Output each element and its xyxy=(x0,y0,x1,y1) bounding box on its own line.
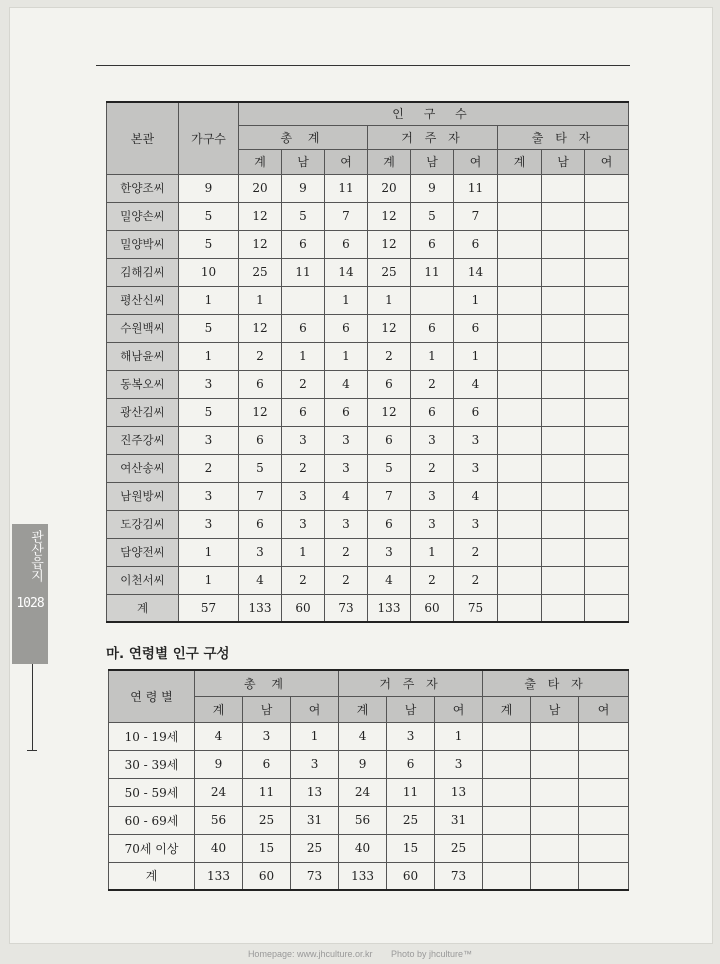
header-resident: 거 주 자 xyxy=(368,125,498,149)
empty-cell xyxy=(498,370,542,398)
total-male-cell: 2 xyxy=(282,454,325,482)
empty-cell xyxy=(498,454,542,482)
side-rule-tick xyxy=(27,750,37,751)
table-row xyxy=(107,594,629,622)
empty-cell xyxy=(498,594,542,622)
total-sum-cell: 40 xyxy=(195,834,243,862)
total-male-cell: 3 xyxy=(243,722,291,750)
total-sum-cell: 12 xyxy=(239,314,282,342)
resident-male-cell: 15 xyxy=(387,834,435,862)
resident-sum-cell: 24 xyxy=(339,778,387,806)
table-row xyxy=(107,538,629,566)
table-row xyxy=(107,398,629,426)
table-row xyxy=(109,778,629,806)
row-label: 60 - 69세 xyxy=(109,806,195,834)
resident-sum-cell: 133 xyxy=(339,862,387,890)
row-label: 밀양박씨 xyxy=(107,230,179,258)
total-male-cell: 6 xyxy=(282,314,325,342)
total-female-cell: 73 xyxy=(291,862,339,890)
resident-sum-cell: 12 xyxy=(368,230,411,258)
header-female: 여 xyxy=(325,149,368,174)
resident-female-cell: 4 xyxy=(454,482,498,510)
resident-sum-cell: 3 xyxy=(368,538,411,566)
total-sum-cell: 4 xyxy=(195,722,243,750)
table-row xyxy=(107,510,629,538)
header-origin: 본관 xyxy=(107,102,179,174)
header-male: 남 xyxy=(387,696,435,722)
row-label: 이천서씨 xyxy=(107,566,179,594)
empty-cell xyxy=(498,566,542,594)
row-label: 남원방씨 xyxy=(107,482,179,510)
total-male-cell: 3 xyxy=(282,426,325,454)
table-row xyxy=(107,370,629,398)
header-sum: 계 xyxy=(339,696,387,722)
header-male: 남 xyxy=(243,696,291,722)
empty-cell xyxy=(542,454,585,482)
table-row xyxy=(107,286,629,314)
row-label: 동복오씨 xyxy=(107,370,179,398)
total-male-cell: 5 xyxy=(282,202,325,230)
resident-sum-cell: 6 xyxy=(368,510,411,538)
total-female-cell: 2 xyxy=(325,538,368,566)
header-sum: 계 xyxy=(195,696,243,722)
total-male-cell: 6 xyxy=(282,398,325,426)
empty-cell xyxy=(585,258,629,286)
total-sum-cell: 12 xyxy=(239,398,282,426)
resident-male-cell: 3 xyxy=(387,722,435,750)
total-female-cell: 14 xyxy=(325,258,368,286)
total-sum-cell: 133 xyxy=(195,862,243,890)
header-female: 여 xyxy=(291,696,339,722)
header-female: 여 xyxy=(579,696,629,722)
total-sum-cell: 20 xyxy=(239,174,282,202)
total-female-cell: 3 xyxy=(291,750,339,778)
empty-cell xyxy=(585,398,629,426)
resident-sum-cell: 9 xyxy=(339,750,387,778)
total-male-cell: 60 xyxy=(282,594,325,622)
resident-sum-cell: 4 xyxy=(368,566,411,594)
empty-cell xyxy=(498,398,542,426)
table-row xyxy=(109,722,629,750)
empty-cell xyxy=(542,426,585,454)
total-female-cell: 2 xyxy=(325,566,368,594)
resident-male-cell: 25 xyxy=(387,806,435,834)
resident-male-cell: 60 xyxy=(387,862,435,890)
resident-female-cell: 25 xyxy=(435,834,483,862)
empty-cell xyxy=(542,258,585,286)
total-sum-cell: 133 xyxy=(239,594,282,622)
resident-sum-cell: 1 xyxy=(368,286,411,314)
total-female-cell: 11 xyxy=(325,174,368,202)
empty-cell xyxy=(483,722,531,750)
header-female: 여 xyxy=(454,149,498,174)
total-female-cell: 31 xyxy=(291,806,339,834)
resident-sum-cell: 56 xyxy=(339,806,387,834)
empty-cell xyxy=(531,750,579,778)
table-row xyxy=(107,230,629,258)
empty-cell xyxy=(542,566,585,594)
empty-cell xyxy=(498,202,542,230)
clan-population-table xyxy=(106,101,629,623)
households-cell: 2 xyxy=(179,454,239,482)
total-male-cell: 1 xyxy=(282,538,325,566)
empty-cell xyxy=(542,342,585,370)
empty-cell xyxy=(542,314,585,342)
total-male-cell: 2 xyxy=(282,370,325,398)
empty-cell xyxy=(498,482,542,510)
header-households: 가구수 xyxy=(179,102,239,174)
total-sum-cell: 6 xyxy=(239,426,282,454)
households-cell: 1 xyxy=(179,342,239,370)
side-book-title: 관산읍지 xyxy=(28,530,43,582)
empty-cell xyxy=(542,594,585,622)
resident-male-cell xyxy=(411,286,454,314)
empty-cell xyxy=(542,538,585,566)
empty-cell xyxy=(531,834,579,862)
row-label: 진주강씨 xyxy=(107,426,179,454)
empty-cell xyxy=(585,454,629,482)
header-female: 여 xyxy=(435,696,483,722)
resident-female-cell: 75 xyxy=(454,594,498,622)
empty-cell xyxy=(585,426,629,454)
resident-female-cell: 3 xyxy=(454,454,498,482)
table-row xyxy=(107,454,629,482)
households-cell: 10 xyxy=(179,258,239,286)
empty-cell xyxy=(498,538,542,566)
empty-cell xyxy=(579,778,629,806)
resident-male-cell: 6 xyxy=(387,750,435,778)
total-sum-cell: 56 xyxy=(195,806,243,834)
resident-male-cell: 11 xyxy=(411,258,454,286)
total-sum-cell: 25 xyxy=(239,258,282,286)
total-sum-cell: 1 xyxy=(239,286,282,314)
header-male: 남 xyxy=(542,149,585,174)
resident-male-cell: 6 xyxy=(411,230,454,258)
empty-cell xyxy=(579,834,629,862)
households-cell: 3 xyxy=(179,510,239,538)
row-label: 30 - 39세 xyxy=(109,750,195,778)
empty-cell xyxy=(498,258,542,286)
table-row xyxy=(107,314,629,342)
homepage-credit: Homepage: www.jhculture.or.kr xyxy=(247,949,373,959)
total-male-cell: 11 xyxy=(243,778,291,806)
total-female-cell: 1 xyxy=(325,286,368,314)
empty-cell xyxy=(483,862,531,890)
resident-female-cell: 4 xyxy=(454,370,498,398)
empty-cell xyxy=(498,510,542,538)
row-label: 50 - 59세 xyxy=(109,778,195,806)
empty-cell xyxy=(498,230,542,258)
empty-cell xyxy=(542,202,585,230)
households-cell: 5 xyxy=(179,202,239,230)
empty-cell xyxy=(498,426,542,454)
total-male-cell: 1 xyxy=(282,342,325,370)
empty-cell xyxy=(483,778,531,806)
row-label: 여산송씨 xyxy=(107,454,179,482)
table-row xyxy=(109,834,629,862)
total-sum-cell: 5 xyxy=(239,454,282,482)
header-male: 남 xyxy=(531,696,579,722)
resident-female-cell: 2 xyxy=(454,566,498,594)
total-sum-cell: 2 xyxy=(239,342,282,370)
empty-cell xyxy=(579,862,629,890)
total-female-cell: 6 xyxy=(325,398,368,426)
total-female-cell: 13 xyxy=(291,778,339,806)
empty-cell xyxy=(585,566,629,594)
table-row xyxy=(109,806,629,834)
resident-female-cell: 6 xyxy=(454,230,498,258)
empty-cell xyxy=(585,230,629,258)
total-sum-cell: 9 xyxy=(195,750,243,778)
total-male-cell: 2 xyxy=(282,566,325,594)
resident-female-cell: 11 xyxy=(454,174,498,202)
resident-male-cell: 3 xyxy=(411,426,454,454)
empty-cell xyxy=(531,778,579,806)
empty-cell xyxy=(542,174,585,202)
resident-male-cell: 2 xyxy=(411,370,454,398)
total-female-cell: 1 xyxy=(325,342,368,370)
resident-female-cell: 14 xyxy=(454,258,498,286)
resident-sum-cell: 6 xyxy=(368,370,411,398)
empty-cell xyxy=(579,806,629,834)
photo-credit-text: Photo by jhculture™ xyxy=(391,949,473,959)
empty-cell xyxy=(585,482,629,510)
row-label: 도강김씨 xyxy=(107,510,179,538)
resident-sum-cell: 40 xyxy=(339,834,387,862)
total-male-cell: 6 xyxy=(282,230,325,258)
resident-female-cell: 73 xyxy=(435,862,483,890)
total-female-cell: 73 xyxy=(325,594,368,622)
total-male-cell xyxy=(282,286,325,314)
empty-cell xyxy=(585,202,629,230)
households-cell: 5 xyxy=(179,398,239,426)
empty-cell xyxy=(579,722,629,750)
header-away: 출 타 자 xyxy=(483,670,629,696)
total-female-cell: 4 xyxy=(325,482,368,510)
page-number: 1028 xyxy=(16,596,44,611)
row-label: 계 xyxy=(109,862,195,890)
total-sum-cell: 6 xyxy=(239,370,282,398)
photo-credit xyxy=(0,949,720,959)
empty-cell xyxy=(585,538,629,566)
empty-cell xyxy=(531,862,579,890)
row-label: 계 xyxy=(107,594,179,622)
total-sum-cell: 4 xyxy=(239,566,282,594)
resident-female-cell: 7 xyxy=(454,202,498,230)
households-cell: 5 xyxy=(179,230,239,258)
empty-cell xyxy=(542,510,585,538)
total-female-cell: 1 xyxy=(291,722,339,750)
empty-cell xyxy=(542,398,585,426)
resident-sum-cell: 5 xyxy=(368,454,411,482)
total-female-cell: 6 xyxy=(325,230,368,258)
total-male-cell: 11 xyxy=(282,258,325,286)
empty-cell xyxy=(542,482,585,510)
empty-cell xyxy=(498,314,542,342)
empty-cell xyxy=(585,510,629,538)
empty-cell xyxy=(542,286,585,314)
row-label: 한양조씨 xyxy=(107,174,179,202)
row-label: 광산김씨 xyxy=(107,398,179,426)
row-label: 평산신씨 xyxy=(107,286,179,314)
age-population-table xyxy=(108,669,629,891)
resident-male-cell: 6 xyxy=(411,314,454,342)
households-cell: 1 xyxy=(179,566,239,594)
header-female: 여 xyxy=(585,149,629,174)
empty-cell xyxy=(579,750,629,778)
resident-female-cell: 6 xyxy=(454,314,498,342)
row-label: 70세 이상 xyxy=(109,834,195,862)
resident-male-cell: 2 xyxy=(411,566,454,594)
resident-male-cell: 2 xyxy=(411,454,454,482)
table-row xyxy=(107,342,629,370)
total-female-cell: 3 xyxy=(325,454,368,482)
empty-cell xyxy=(483,750,531,778)
total-male-cell: 3 xyxy=(282,510,325,538)
empty-cell xyxy=(542,230,585,258)
table-row xyxy=(109,750,629,778)
resident-male-cell: 60 xyxy=(411,594,454,622)
total-male-cell: 60 xyxy=(243,862,291,890)
resident-male-cell: 1 xyxy=(411,342,454,370)
header-population: 인 구 수 xyxy=(239,102,629,125)
resident-female-cell: 1 xyxy=(435,722,483,750)
header-sum: 계 xyxy=(483,696,531,722)
empty-cell xyxy=(542,370,585,398)
row-label: 해남윤씨 xyxy=(107,342,179,370)
table-row xyxy=(107,174,629,202)
resident-female-cell: 3 xyxy=(454,510,498,538)
resident-sum-cell: 2 xyxy=(368,342,411,370)
resident-female-cell: 1 xyxy=(454,342,498,370)
header-sum: 계 xyxy=(239,149,282,174)
empty-cell xyxy=(585,286,629,314)
total-male-cell: 6 xyxy=(243,750,291,778)
resident-female-cell: 3 xyxy=(454,426,498,454)
empty-cell xyxy=(585,370,629,398)
empty-cell xyxy=(585,342,629,370)
total-sum-cell: 24 xyxy=(195,778,243,806)
resident-female-cell: 6 xyxy=(454,398,498,426)
side-rule xyxy=(32,664,33,750)
header-total: 총 계 xyxy=(195,670,339,696)
header-away: 출 타 자 xyxy=(498,125,629,149)
resident-male-cell: 3 xyxy=(411,510,454,538)
row-label: 10 - 19세 xyxy=(109,722,195,750)
total-sum-cell: 6 xyxy=(239,510,282,538)
empty-cell xyxy=(498,286,542,314)
row-label: 수원백씨 xyxy=(107,314,179,342)
resident-male-cell: 11 xyxy=(387,778,435,806)
households-cell: 3 xyxy=(179,370,239,398)
resident-female-cell: 31 xyxy=(435,806,483,834)
total-male-cell: 9 xyxy=(282,174,325,202)
empty-cell xyxy=(498,342,542,370)
table-row xyxy=(107,202,629,230)
households-cell: 5 xyxy=(179,314,239,342)
row-label: 담양전씨 xyxy=(107,538,179,566)
header-sum: 계 xyxy=(498,149,542,174)
resident-sum-cell: 133 xyxy=(368,594,411,622)
resident-sum-cell: 4 xyxy=(339,722,387,750)
households-cell: 3 xyxy=(179,482,239,510)
empty-cell xyxy=(483,806,531,834)
row-label: 김해김씨 xyxy=(107,258,179,286)
table-row xyxy=(107,258,629,286)
resident-sum-cell: 20 xyxy=(368,174,411,202)
empty-cell xyxy=(531,722,579,750)
header-male: 남 xyxy=(282,149,325,174)
resident-female-cell: 13 xyxy=(435,778,483,806)
resident-sum-cell: 6 xyxy=(368,426,411,454)
total-sum-cell: 7 xyxy=(239,482,282,510)
resident-male-cell: 5 xyxy=(411,202,454,230)
resident-sum-cell: 25 xyxy=(368,258,411,286)
table-row xyxy=(107,566,629,594)
total-sum-cell: 3 xyxy=(239,538,282,566)
table-row xyxy=(107,426,629,454)
empty-cell xyxy=(531,806,579,834)
households-cell: 1 xyxy=(179,538,239,566)
empty-cell xyxy=(498,174,542,202)
row-label: 밀양손씨 xyxy=(107,202,179,230)
resident-sum-cell: 12 xyxy=(368,314,411,342)
total-male-cell: 3 xyxy=(282,482,325,510)
households-cell: 57 xyxy=(179,594,239,622)
resident-male-cell: 9 xyxy=(411,174,454,202)
households-cell: 9 xyxy=(179,174,239,202)
total-female-cell: 4 xyxy=(325,370,368,398)
header-sum: 계 xyxy=(368,149,411,174)
total-male-cell: 15 xyxy=(243,834,291,862)
households-cell: 1 xyxy=(179,286,239,314)
header-male: 남 xyxy=(411,149,454,174)
total-female-cell: 7 xyxy=(325,202,368,230)
total-female-cell: 25 xyxy=(291,834,339,862)
households-cell: 3 xyxy=(179,426,239,454)
resident-sum-cell: 12 xyxy=(368,398,411,426)
total-female-cell: 3 xyxy=(325,510,368,538)
resident-sum-cell: 12 xyxy=(368,202,411,230)
resident-male-cell: 3 xyxy=(411,482,454,510)
resident-male-cell: 6 xyxy=(411,398,454,426)
empty-cell xyxy=(585,314,629,342)
total-sum-cell: 12 xyxy=(239,230,282,258)
section-title: 마. 연령별 인구 구성 xyxy=(106,646,230,662)
empty-cell xyxy=(585,594,629,622)
total-sum-cell: 12 xyxy=(239,202,282,230)
resident-female-cell: 2 xyxy=(454,538,498,566)
resident-female-cell: 3 xyxy=(435,750,483,778)
header-age: 연 령 별 xyxy=(109,670,195,722)
total-female-cell: 3 xyxy=(325,426,368,454)
resident-female-cell: 1 xyxy=(454,286,498,314)
table-row xyxy=(107,482,629,510)
table-row xyxy=(109,862,629,890)
resident-sum-cell: 7 xyxy=(368,482,411,510)
empty-cell xyxy=(585,174,629,202)
total-male-cell: 25 xyxy=(243,806,291,834)
header-resident: 거 주 자 xyxy=(339,670,483,696)
empty-cell xyxy=(483,834,531,862)
header-total: 총 계 xyxy=(239,125,368,149)
resident-male-cell: 1 xyxy=(411,538,454,566)
total-female-cell: 6 xyxy=(325,314,368,342)
header-rule xyxy=(96,65,630,66)
